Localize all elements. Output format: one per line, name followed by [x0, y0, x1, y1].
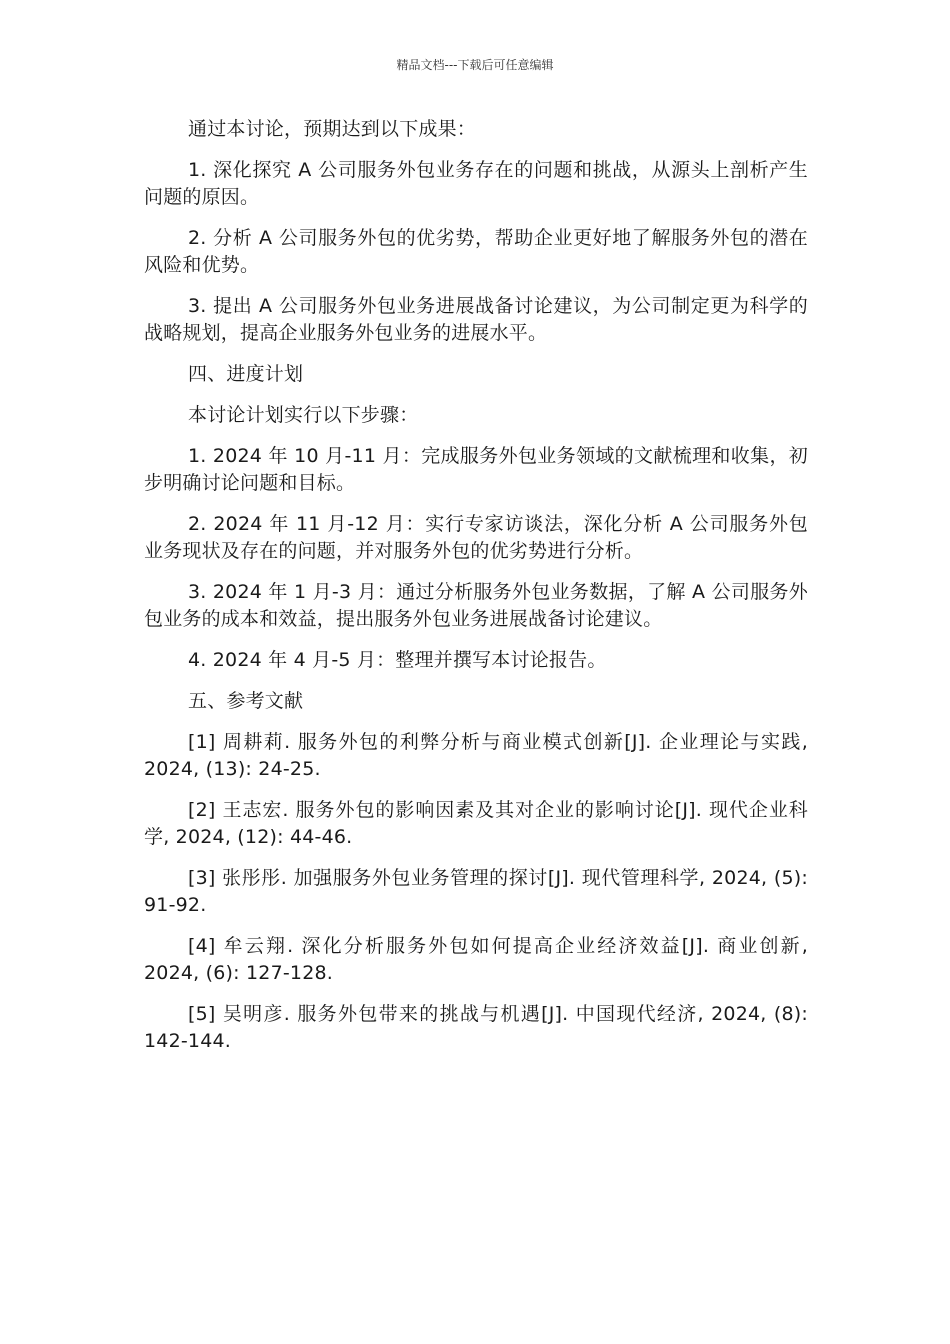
- outcome-item-2: 2. 分析 A 公司服务外包的优劣势，帮助企业更好地了解服务外包的潜在风险和优势。: [144, 227, 808, 276]
- schedule-intro: 本讨论计划实行以下步骤：: [188, 404, 419, 426]
- schedule-step-4: 4. 2024 年 4 月-5 月：整理并撰写本讨论报告。: [188, 649, 607, 671]
- schedule-step-1: 1. 2024 年 10 月-11 月：完成服务外包业务领域的文献梳理和收集，初步明确讨论问题和目标。: [144, 445, 808, 494]
- schedule-step-2: 2. 2024 年 11 月-12 月：实行专家访谈法，深化分析 A 公司服务外包业务现状及存在的问题，并对服务外包的优劣势进行分析。: [144, 513, 808, 562]
- section-heading-references: 五、参考文献: [188, 690, 304, 712]
- reference-1: [1] 周耕莉. 服务外包的利弊分析与商业模式创新[J]. 企业理论与实践, 2024, (13): 24-25.: [144, 731, 808, 780]
- reference-4: [4] 牟云翔. 深化分析服务外包如何提高企业经济效益[J]. 商业创新, 2024, (6): 127-128.: [144, 935, 808, 984]
- document-body: [144, 116, 808, 1069]
- outcome-item-1: 1. 深化探究 A 公司服务外包业务存在的问题和挑战，从源头上剖析产生问题的原因。: [144, 159, 808, 208]
- reference-2: [2] 王志宏. 服务外包的影响因素及其对企业的影响讨论[J]. 现代企业科学, 2024, (12): 44-46.: [144, 799, 808, 848]
- reference-3: [3] 张彤彤. 加强服务外包业务管理的探讨[J]. 现代管理科学, 2024, (5): 91-92.: [144, 867, 808, 916]
- section-heading-schedule: 四、进度计划: [188, 363, 304, 385]
- reference-5: [5] 吴明彦. 服务外包带来的挑战与机遇[J]. 中国现代经济, 2024, (8): 142-144.: [144, 1003, 808, 1052]
- page-header: 精品文档---下载后可任意编辑: [396, 58, 554, 72]
- schedule-step-3: 3. 2024 年 1 月-3 月：通过分析服务外包业务数据，了解 A 公司服务外包业务的成本和效益，提出服务外包业务进展战备讨论建议。: [144, 581, 808, 630]
- paragraph-intro: 通过本讨论，预期达到以下成果：: [188, 118, 477, 140]
- outcome-item-3: 3. 提出 A 公司服务外包业务进展战备讨论建议，为公司制定更为科学的战略规划，提高企业服务外包业务的进展水平。: [144, 295, 808, 344]
